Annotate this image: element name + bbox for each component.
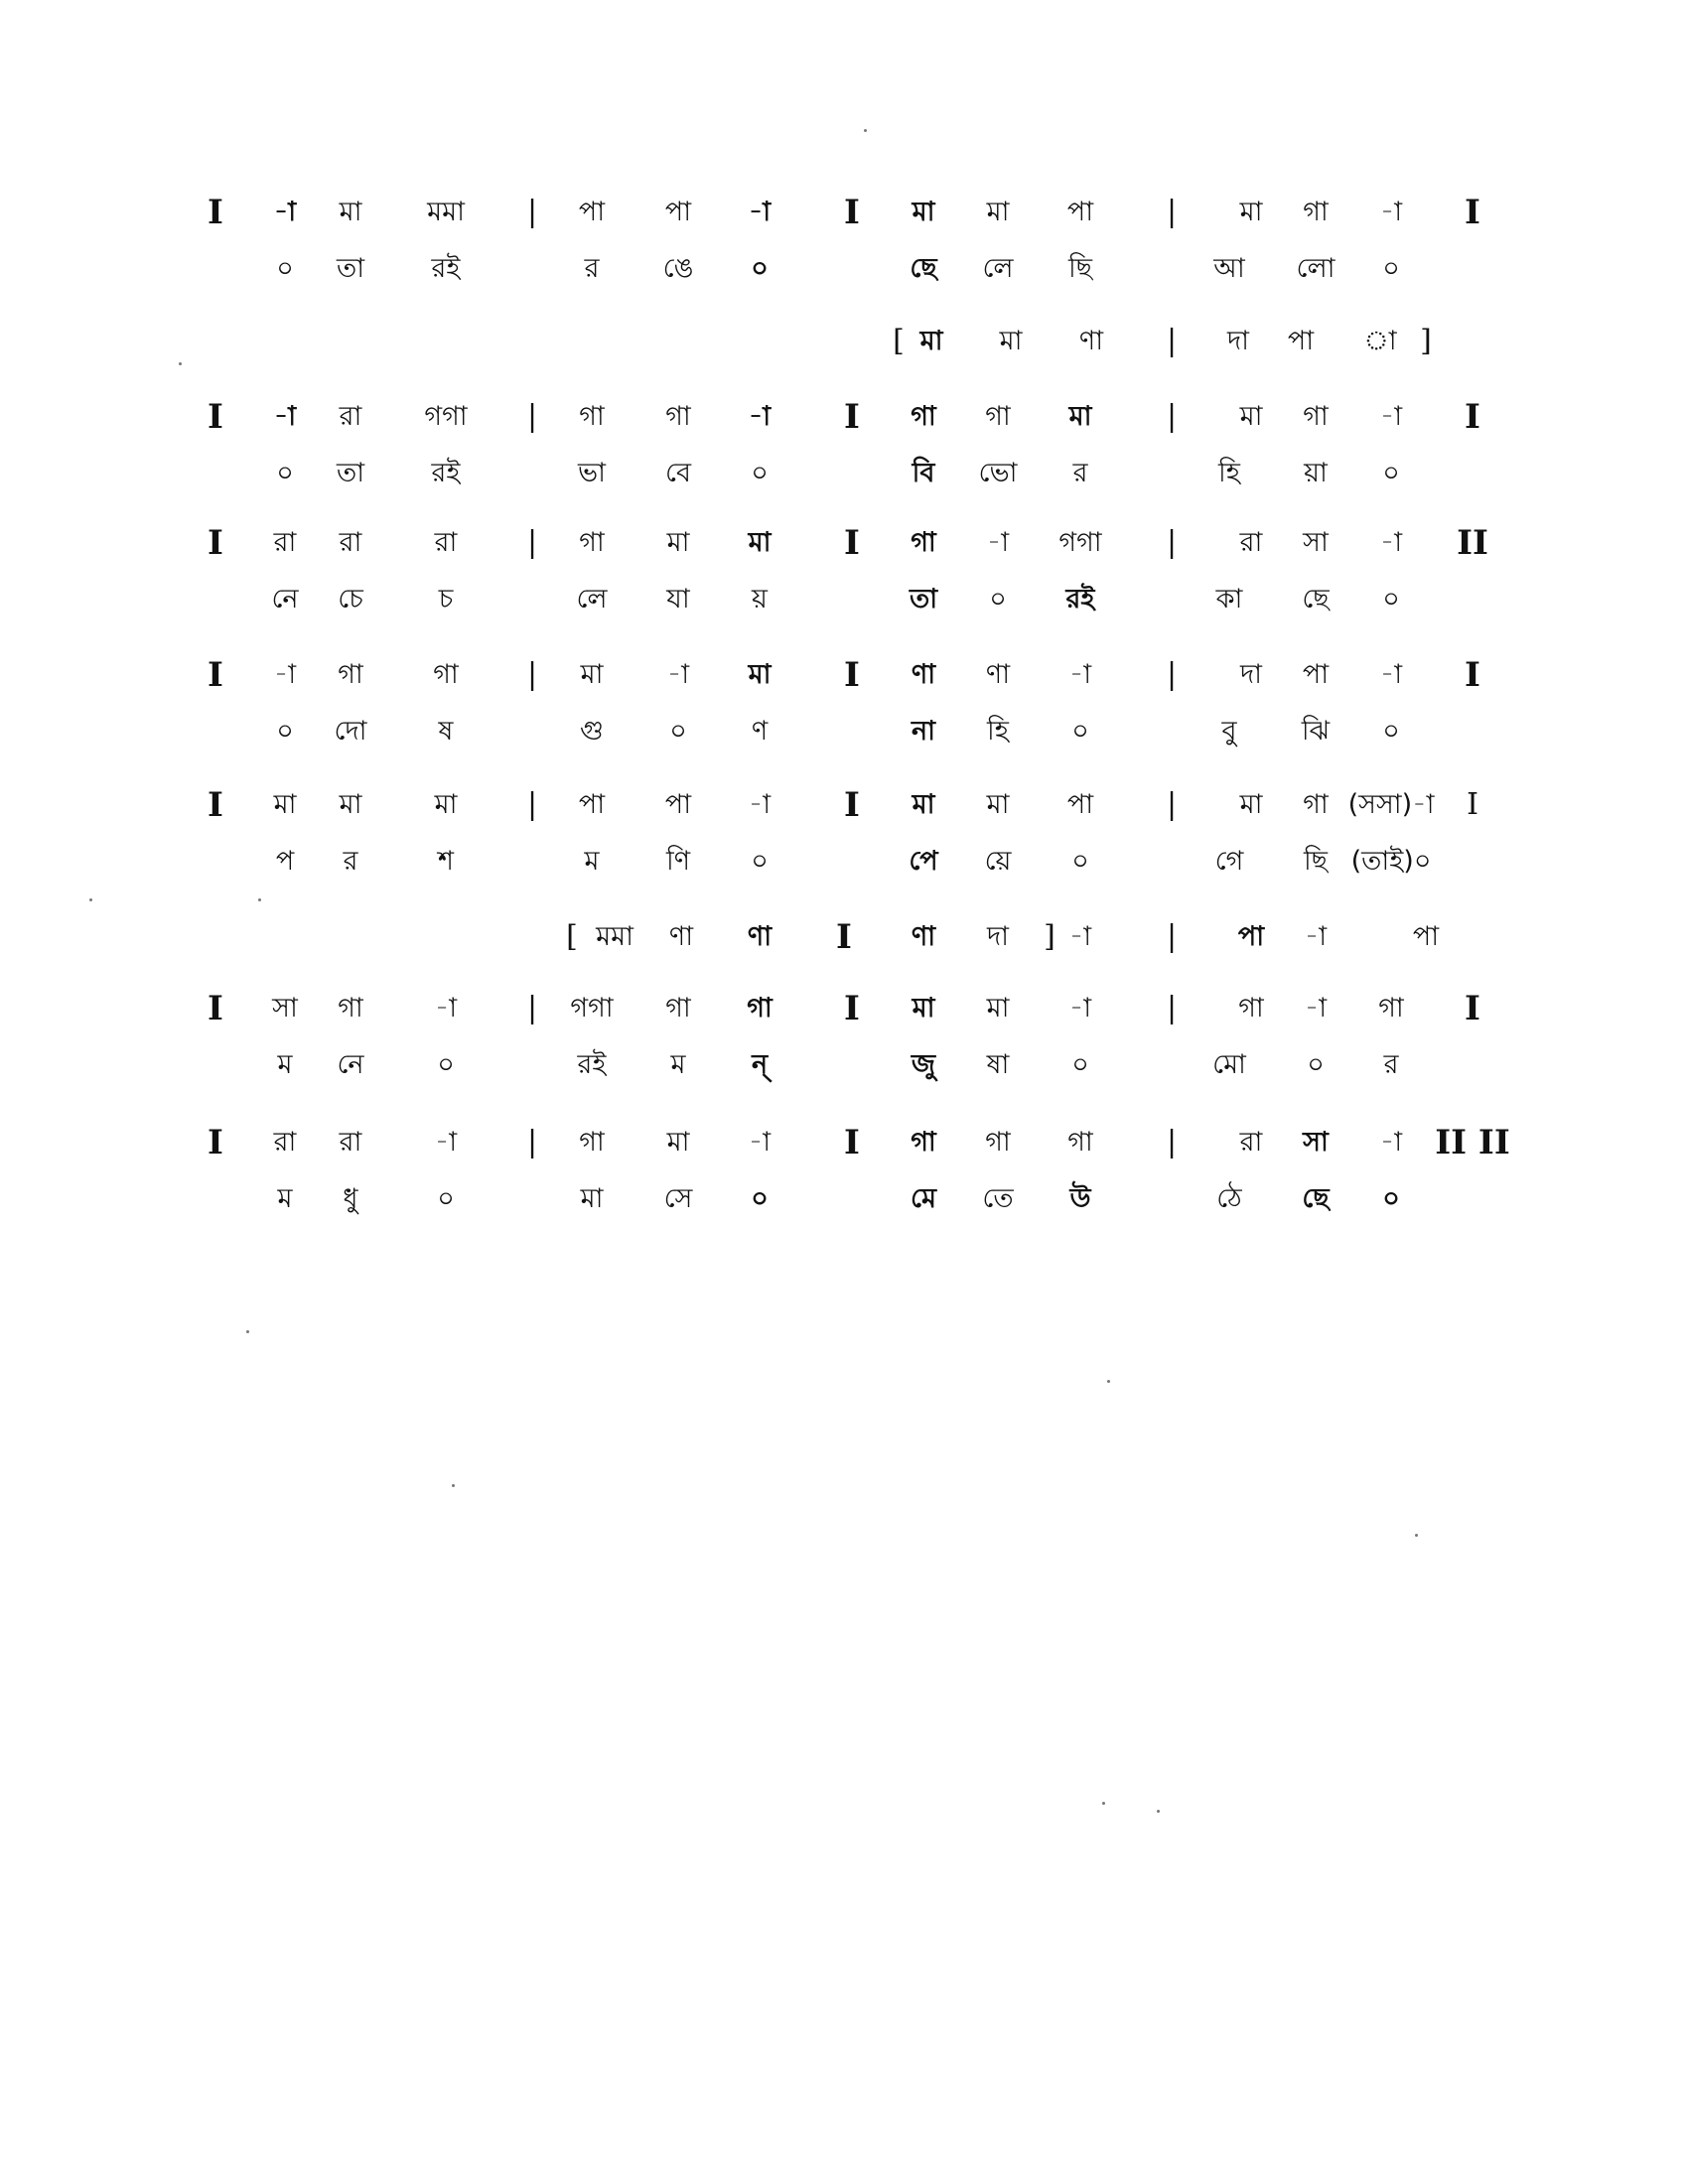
notation-row-lyric — [0, 1039, 1688, 1091]
swara-note: দা — [1226, 326, 1250, 356]
lyric-syllable: পে — [909, 846, 938, 877]
swara-note: মা — [273, 789, 297, 820]
lyric-syllable: ধু — [343, 1183, 358, 1214]
lyric-syllable: ০ — [989, 584, 1007, 614]
lyric-syllable: বে — [665, 458, 691, 488]
swara-note: গা — [747, 993, 773, 1024]
lyric-syllable: ঠে — [1216, 1183, 1242, 1214]
lyric-syllable: আ — [1213, 253, 1245, 284]
lyric-syllable: গু — [580, 716, 604, 747]
lyric-syllable: রই — [431, 253, 461, 284]
notation-row-lyric — [0, 836, 1688, 887]
bar-line: [ — [893, 324, 905, 358]
swara-note: -া — [1304, 993, 1328, 1024]
lyric-syllable: ম — [277, 1049, 293, 1080]
notation-row-lyric — [0, 1173, 1688, 1225]
bar-line: | — [1166, 324, 1178, 358]
notation-row-lyric — [0, 448, 1688, 499]
lyric-syllable: রই — [1065, 584, 1095, 614]
lyric-syllable: ০ — [1382, 716, 1400, 747]
swara-note: গা — [1303, 789, 1329, 820]
swara-note: পা — [1066, 197, 1094, 227]
swara-note: -া — [273, 197, 297, 227]
bar-line-major: I — [844, 397, 860, 437]
lyric-syllable: শ — [438, 846, 454, 877]
swara-note: রা — [273, 527, 297, 558]
lyric-syllable: ছে — [1302, 584, 1330, 614]
bar-line: | — [1166, 787, 1178, 822]
bar-line-major: I — [208, 989, 223, 1028]
swara-note: -া — [1068, 659, 1092, 690]
lyric-syllable: কা — [1215, 584, 1243, 614]
bar-line-major: I — [1465, 655, 1480, 695]
bar-line-major: I — [208, 193, 223, 232]
swara-note: ণা — [668, 921, 694, 952]
bar-line-major: II II — [1435, 1123, 1510, 1162]
bar-line-major: I — [1465, 397, 1480, 437]
notation-row-swara — [0, 517, 1688, 569]
swara-note: ণা — [747, 921, 773, 952]
swara-note: মা — [1239, 789, 1263, 820]
swara-note: গা — [1303, 401, 1329, 432]
swara-note: পা — [1287, 326, 1315, 356]
bar-line-major: I — [844, 989, 860, 1028]
swara-note: সা — [1303, 527, 1329, 558]
swara-note: ণা — [911, 659, 936, 690]
lyric-syllable: বু — [1221, 716, 1237, 747]
lyric-syllable: ণ — [751, 716, 769, 747]
bar-line: | — [526, 787, 538, 822]
swara-note: গা — [433, 659, 459, 690]
swara-note: পা — [1066, 789, 1094, 820]
swara-note: ণা — [1078, 326, 1104, 356]
bar-line-major: I — [208, 1123, 223, 1162]
lyric-syllable: বি — [912, 458, 935, 488]
notation-row-lyric — [0, 706, 1688, 757]
bar-line-major: I — [844, 523, 860, 563]
swara-note: গা — [1303, 197, 1329, 227]
notation-row-swara — [0, 1117, 1688, 1168]
swara-note: -া — [1379, 659, 1403, 690]
lyric-syllable: ০ — [1307, 1049, 1325, 1080]
lyric-syllable: লে — [576, 584, 608, 614]
swara-note: গা — [985, 401, 1011, 432]
swara-note: মা — [666, 1127, 690, 1158]
swara-note: দা — [986, 921, 1010, 952]
notation-row-variation — [0, 316, 1688, 367]
swara-note: পা — [1412, 921, 1440, 952]
swara-note: মা — [339, 789, 362, 820]
notation-row-swara — [0, 649, 1688, 701]
bar-line-major: I — [208, 655, 223, 695]
lyric-syllable: ঙে — [662, 253, 694, 284]
lyric-syllable: র — [584, 253, 600, 284]
lyric-syllable: চে — [338, 584, 363, 614]
swara-note: মা — [666, 527, 690, 558]
lyric-syllable: মে — [911, 1183, 936, 1214]
swara-note: -া — [1379, 401, 1403, 432]
lyric-syllable: ০ — [1071, 846, 1089, 877]
notation-row-swara — [0, 779, 1688, 831]
lyric-syllable: ভা — [578, 458, 606, 488]
swara-note: রা — [339, 401, 362, 432]
swara-note: সা — [1303, 1127, 1329, 1158]
swara-note: পা — [1302, 659, 1330, 690]
lyric-syllable: হি — [1218, 458, 1240, 488]
lyric-syllable: ছি — [1303, 846, 1329, 877]
swara-note: দা — [1239, 659, 1263, 690]
lyric-syllable: ০ — [1071, 1049, 1089, 1080]
lyric-syllable: (তাই)০ — [1350, 846, 1432, 877]
bar-line: | — [1166, 919, 1178, 954]
bar-line-major: I — [1465, 193, 1480, 232]
lyric-syllable: ন্ — [751, 1049, 769, 1080]
lyric-syllable: ০ — [751, 253, 769, 284]
swara-note: -া — [1379, 197, 1403, 227]
notation-row-lyric — [0, 243, 1688, 295]
lyric-syllable: ম — [670, 1049, 686, 1080]
bar-line: | — [526, 525, 538, 560]
swara-note: গা — [1378, 993, 1404, 1024]
swara-note: পা — [578, 197, 606, 227]
swara-note: মা — [919, 326, 943, 356]
lyric-syllable: না — [912, 716, 935, 747]
swara-note: গা — [579, 401, 605, 432]
swara-note: -া — [748, 1127, 772, 1158]
lyric-syllable: তা — [336, 253, 365, 284]
lyric-syllable: ছি — [1067, 253, 1093, 284]
swara-note: পা — [664, 197, 692, 227]
swara-note: মা — [339, 197, 362, 227]
bar-line-major: I — [208, 523, 223, 563]
lyric-syllable: ০ — [1382, 584, 1400, 614]
lyric-syllable: মো — [1212, 1049, 1246, 1080]
lyric-syllable: ০ — [437, 1183, 455, 1214]
swara-note: মা — [986, 197, 1010, 227]
swara-note: গগা — [570, 993, 614, 1024]
lyric-syllable: রই — [431, 458, 461, 488]
bar-line-major: I — [844, 785, 860, 825]
lyric-syllable: ০ — [751, 1183, 769, 1214]
swara-note: ণা — [985, 659, 1011, 690]
swara-note: মা — [748, 527, 772, 558]
swara-note: -া — [748, 197, 772, 227]
swara-note: -া — [1304, 921, 1328, 952]
swara-note: রা — [339, 1127, 362, 1158]
lyric-syllable: মা — [580, 1183, 604, 1214]
swara-note: -া — [434, 993, 458, 1024]
lyric-syllable: প — [275, 846, 295, 877]
swara-note: গা — [338, 993, 363, 1024]
lyric-syllable: ০ — [437, 1049, 455, 1080]
lyric-syllable: যা — [666, 584, 690, 614]
swara-note: গগা — [1058, 527, 1102, 558]
lyric-syllable: র — [1072, 458, 1088, 488]
bar-line: [ — [566, 919, 578, 954]
lyric-syllable: ভো — [978, 458, 1018, 488]
lyric-syllable: ০ — [276, 458, 294, 488]
bar-line-major: I — [844, 1123, 860, 1162]
lyric-syllable: ০ — [751, 846, 769, 877]
lyric-syllable: য়া — [1304, 458, 1328, 488]
lyric-syllable: লো — [1296, 253, 1336, 284]
swara-note: মা — [1068, 401, 1092, 432]
swara-note: -া — [748, 401, 772, 432]
swara-note: (সসা)-া — [1347, 789, 1435, 820]
swara-note: মমা — [427, 197, 465, 227]
swara-note: রা — [1239, 1127, 1263, 1158]
bar-line-major: I — [844, 655, 860, 695]
lyric-syllable: জু — [911, 1049, 936, 1080]
bar-line: | — [526, 1125, 538, 1160]
lyric-syllable: উ — [1069, 1183, 1091, 1214]
swara-note: সা — [272, 993, 298, 1024]
swara-note: পা — [1237, 921, 1265, 952]
notation-row-swara — [0, 983, 1688, 1034]
swara-note: রা — [434, 527, 458, 558]
swara-note: -া — [1068, 921, 1092, 952]
swara-note: গা — [911, 527, 936, 558]
swara-note: মা — [434, 789, 458, 820]
lyric-syllable: তা — [336, 458, 365, 488]
swara-note: ণা — [911, 921, 936, 952]
swara-note: গা — [579, 1127, 605, 1158]
lyric-syllable: লে — [982, 253, 1014, 284]
bar-line-major: I — [208, 785, 223, 825]
bar-line: | — [526, 991, 538, 1025]
lyric-syllable: ০ — [276, 253, 294, 284]
lyric-syllable: ণি — [665, 846, 691, 877]
lyric-syllable: ০ — [751, 458, 769, 488]
swara-note: মা — [999, 326, 1023, 356]
lyric-syllable: নে — [337, 1049, 364, 1080]
notation-row-variation — [0, 911, 1688, 963]
swara-note: -া — [273, 659, 297, 690]
notation-row-lyric — [0, 574, 1688, 625]
bar-line: | — [526, 195, 538, 229]
lyric-syllable: য় — [752, 584, 768, 614]
swara-note: মা — [1239, 401, 1263, 432]
swara-note: -া — [748, 789, 772, 820]
swara-note: মা — [912, 789, 935, 820]
lyric-syllable: ঝি — [1301, 716, 1331, 747]
notation-row-swara — [0, 391, 1688, 443]
swara-note: রা — [273, 1127, 297, 1158]
lyric-syllable: ০ — [1382, 458, 1400, 488]
bar-line-major: II — [1457, 523, 1488, 563]
bar-line: | — [1166, 657, 1178, 692]
swara-note: -া — [666, 659, 690, 690]
swara-note: -া — [1379, 527, 1403, 558]
lyric-syllable: ম — [584, 846, 600, 877]
swara-note: গা — [985, 1127, 1011, 1158]
swara-note: গা — [579, 527, 605, 558]
lyric-syllable: য়ে — [984, 846, 1012, 877]
bar-line: I — [1467, 787, 1478, 822]
bar-line: | — [526, 657, 538, 692]
swara-note: মা — [580, 659, 604, 690]
lyric-syllable: ০ — [1382, 253, 1400, 284]
lyric-syllable: তা — [909, 584, 938, 614]
swara-note: গা — [1067, 1127, 1093, 1158]
bar-line: ] — [1044, 919, 1055, 954]
lyric-syllable: ০ — [276, 716, 294, 747]
lyric-syllable: ষা — [986, 1049, 1010, 1080]
swara-note: মা — [912, 197, 935, 227]
swara-note: পা — [578, 789, 606, 820]
lyric-syllable: ০ — [669, 716, 687, 747]
bar-line: | — [1166, 525, 1178, 560]
lyric-syllable: ছে — [1302, 1183, 1330, 1214]
swara-note: -া — [1379, 1127, 1403, 1158]
bar-line-major: I — [836, 917, 852, 957]
bar-line: ] — [1420, 324, 1432, 358]
swara-note: গা — [911, 401, 936, 432]
notation-row-swara — [0, 187, 1688, 238]
bar-line: | — [1166, 1125, 1178, 1160]
swara-note: -া — [986, 527, 1010, 558]
bar-line-major: I — [208, 397, 223, 437]
swara-note: মা — [1239, 197, 1263, 227]
swara-note: মমা — [596, 921, 633, 952]
swara-note: মা — [986, 789, 1010, 820]
swara-note: পা — [664, 789, 692, 820]
lyric-syllable: রই — [577, 1049, 607, 1080]
swara-note: গা — [911, 1127, 936, 1158]
swara-note: -া — [434, 1127, 458, 1158]
swara-note: মা — [912, 993, 935, 1024]
swara-note: রা — [339, 527, 362, 558]
swara-note: গা — [665, 993, 691, 1024]
lyric-syllable: ম — [277, 1183, 293, 1214]
swara-note: মা — [748, 659, 772, 690]
lyric-syllable: চ — [438, 584, 454, 614]
lyric-syllable: হি — [987, 716, 1009, 747]
lyric-syllable: গে — [1214, 846, 1244, 877]
lyric-syllable: তে — [982, 1183, 1014, 1214]
lyric-syllable: নে — [271, 584, 299, 614]
lyric-syllable: সে — [663, 1183, 693, 1214]
swara-note: গা — [1238, 993, 1264, 1024]
bar-line: | — [1166, 195, 1178, 229]
bar-line-major: I — [844, 193, 860, 232]
bar-line: | — [1166, 399, 1178, 434]
bar-line-major: I — [1465, 989, 1480, 1028]
lyric-syllable: ছে — [910, 253, 937, 284]
lyric-syllable: ষ — [438, 716, 454, 747]
swara-note: -া — [1068, 993, 1092, 1024]
lyric-syllable: ০ — [1071, 716, 1089, 747]
bar-line: | — [1166, 991, 1178, 1025]
swara-note: রা — [1239, 527, 1263, 558]
swara-note: গা — [665, 401, 691, 432]
swara-note: -া — [273, 401, 297, 432]
bar-line: | — [526, 399, 538, 434]
lyric-syllable: দো — [334, 716, 367, 747]
swara-note: া — [1363, 326, 1397, 356]
lyric-syllable: ০ — [1382, 1183, 1400, 1214]
swara-note: গা — [338, 659, 363, 690]
lyric-syllable: র — [1383, 1049, 1399, 1080]
swara-note: মা — [986, 993, 1010, 1024]
lyric-syllable: র — [343, 846, 358, 877]
swara-note: গগা — [424, 401, 468, 432]
